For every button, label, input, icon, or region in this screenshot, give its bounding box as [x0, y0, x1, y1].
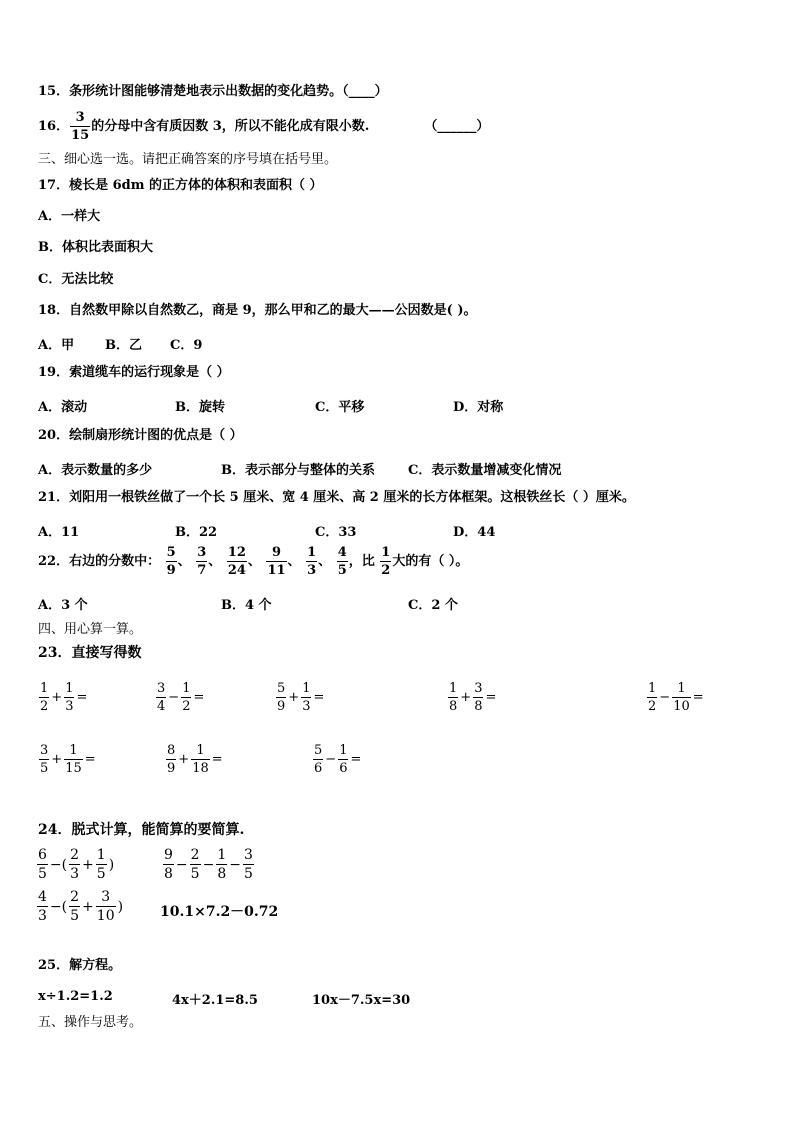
fraction: $\frac{5}{9}$: [166, 545, 176, 578]
question-21-option-b: B．22: [175, 525, 218, 540]
fraction: $\frac{4}{5}$: [337, 545, 347, 578]
oral-calc-item: $\frac{8}{9}$ + $\frac{1}{18}$ =: [167, 743, 223, 776]
question-20-option-a: A．表示数量的多少: [38, 463, 153, 478]
fraction: $\frac{3}{15}$: [71, 110, 90, 143]
question-23-title: 23．直接写得数: [38, 645, 142, 661]
question-21-option-c: C．33: [315, 525, 357, 540]
equation-3: 10x－7.5x=30: [312, 993, 411, 1008]
question-19-option-c: C．平移: [315, 400, 365, 415]
calc-expression-2: $\frac{9}{8}$ − $\frac{2}{5}$ − $\frac{1}{8}$ − $\frac{3}{5}$: [164, 847, 253, 882]
question-19-option-d: D．对称: [453, 400, 504, 415]
question-18-option-c: C．9: [170, 338, 203, 353]
question-16: [38, 111, 489, 142]
question-21-stem: 21．刘阳用一根铁丝做了一个长 5 厘米、宽 4 厘米、高 2 厘米的长方体框架。这根铁丝长（ ）厘米。: [38, 490, 635, 505]
question-17-option-b: B．体积比表面积大: [38, 240, 153, 255]
question-22-mid: ，比: [348, 554, 375, 569]
oral-calc-item: $\frac{1}{2}$ − $\frac{1}{10}$ =: [648, 681, 704, 714]
question-20-stem: 20．绘制扇形统计图的优点是（ ）: [38, 428, 243, 443]
separator: 、: [247, 554, 261, 569]
separator: 、: [287, 554, 301, 569]
separator: 、: [208, 554, 222, 569]
question-22-prefix: 22．右边的分数中：: [38, 554, 161, 569]
question-24-title: 24．脱式计算，能简算的要简算.: [38, 822, 245, 838]
oral-calc-item: $\frac{1}{2}$ + $\frac{1}{3}$ =: [40, 681, 88, 714]
oral-calc-item: $\frac{3}{5}$ + $\frac{1}{15}$ =: [40, 743, 96, 776]
question-22-suffix: 大的有（ ）。: [392, 554, 469, 569]
question-16-label: 16．: [38, 119, 70, 134]
question-20-option-b: B．表示部分与整体的关系: [221, 463, 375, 478]
question-21-option-d: D．44: [453, 525, 496, 540]
question-18-option-a: A．甲: [38, 338, 75, 353]
calc-expression-4: 10.1×7.2－0.72: [160, 904, 279, 920]
fraction: $\frac{1}{3}$: [307, 545, 317, 578]
equation-2: 4x＋2.1=8.5: [172, 993, 258, 1008]
oral-calc-item: $\frac{1}{8}$ + $\frac{3}{8}$ =: [449, 681, 497, 714]
question-25-title: 25．解方程。: [38, 958, 122, 973]
fraction: $\frac{3}{7}$: [197, 545, 207, 578]
equation-1: x÷1.2=1.2: [38, 989, 113, 1004]
question-18-stem: 18．自然数甲除以自然数乙，商是 9，那么甲和乙的最大——公因数是( )。: [38, 303, 477, 318]
calc-expression-1: $\frac{6}{5}$ −( $\frac{2}{3}$ + $\frac{1}{5}$ ): [38, 847, 115, 882]
section-4-heading: 四、用心算一算。: [38, 622, 143, 637]
separator: 、: [318, 554, 332, 569]
question-22-option-a: A．3 个: [38, 598, 88, 613]
question-21-option-a: A．11: [38, 525, 80, 540]
section-3-heading: 三、细心选一选。请把正确答案的序号填在括号里。: [38, 152, 338, 167]
oral-calc-item: $\frac{3}{4}$ − $\frac{1}{2}$ =: [157, 681, 205, 714]
question-15-text: 15．条形统计图能够清楚地表示出数据的变化趋势。（____）: [38, 84, 388, 99]
question-22: [38, 546, 468, 577]
question-18-option-b: B．乙: [105, 338, 142, 353]
question-17-stem: 17．棱长是 6dm 的正方体的体积和表面积（ ）: [38, 178, 323, 193]
oral-calc-item: $\frac{5}{6}$ − $\frac{1}{6}$ =: [314, 743, 362, 776]
fraction: $\frac{9}{11}$: [267, 545, 286, 578]
question-19-option-a: A．滚动: [38, 400, 88, 415]
calc-expression-3: $\frac{4}{3}$ −( $\frac{2}{5}$ + $\frac{3}{10}$ ): [38, 889, 124, 924]
question-15: [38, 84, 388, 100]
question-17-option-a: A．一样大: [38, 209, 101, 224]
oral-calc-item: $\frac{5}{9}$ + $\frac{1}{3}$ =: [277, 681, 325, 714]
question-20-option-c: C．表示数量增减变化情况: [408, 463, 562, 478]
fraction: $\frac{1}{2}$: [381, 545, 391, 578]
section-5-heading: 五、操作与思考。: [38, 1015, 143, 1030]
separator: 、: [177, 554, 191, 569]
question-19-option-b: B．旋转: [175, 400, 225, 415]
question-22-option-c: C．2 个: [408, 598, 458, 613]
question-17-option-c: C．无法比较: [38, 272, 114, 287]
answer-paren: （______）: [424, 119, 490, 134]
fraction: $\frac{12}{24}$: [227, 545, 246, 578]
question-22-option-b: B．4 个: [221, 598, 272, 613]
question-16-text: 的分母中含有质因数 3，所以不能化成有限小数.: [91, 119, 370, 134]
question-19-stem: 19．索道缆车的运行现象是（ ）: [38, 365, 230, 380]
